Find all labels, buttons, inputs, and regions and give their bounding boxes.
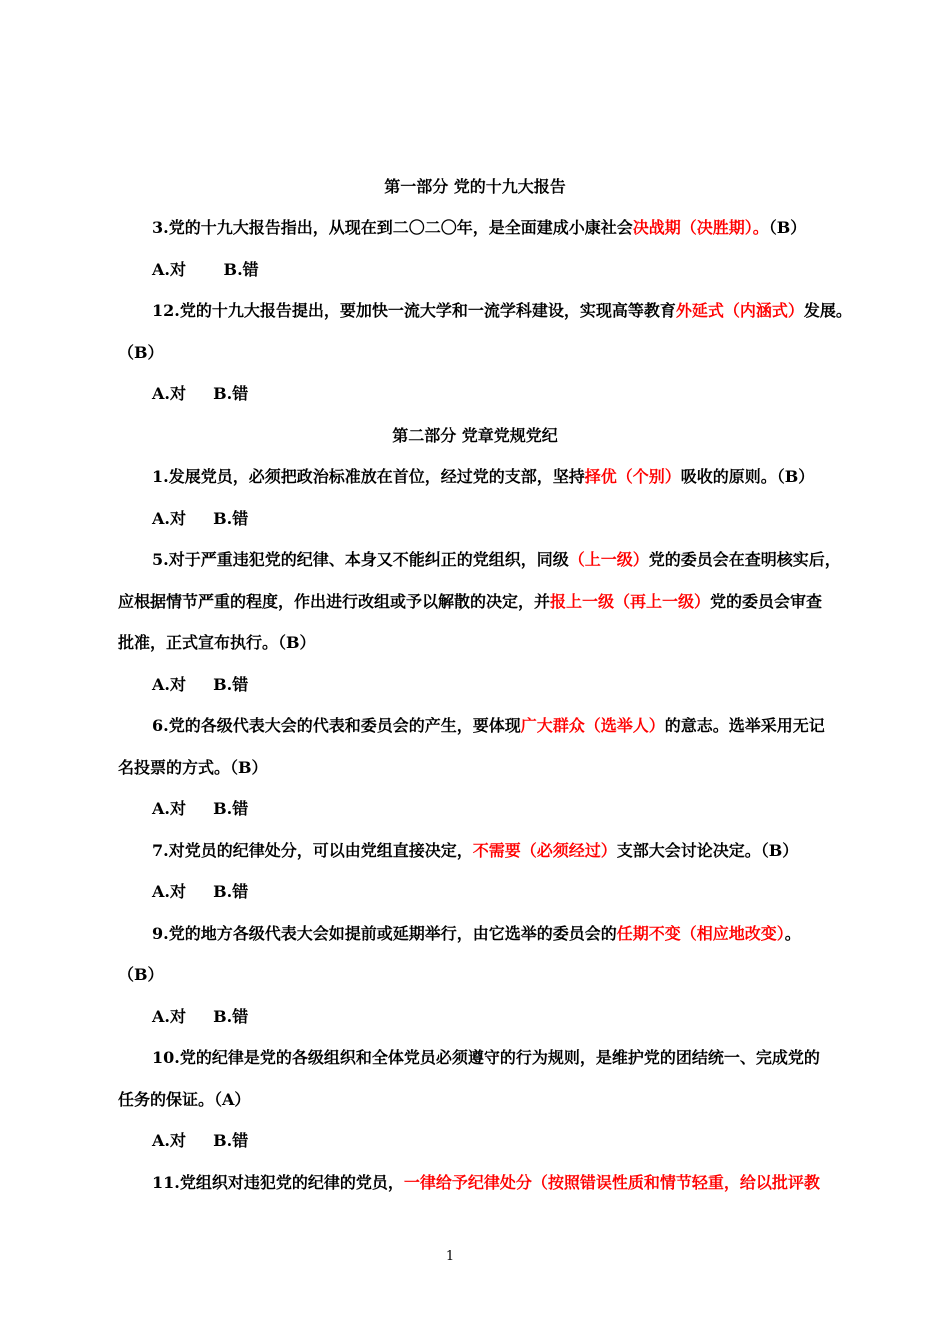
question-7 [152, 840, 798, 862]
question-5-options: A.对 B.错 [152, 675, 249, 694]
question-text: 7.对党员的纪律处分，可以由党组直接决定， [152, 841, 473, 860]
highlighted-answer: 择优（个别） [584, 467, 681, 486]
question-3 [152, 217, 806, 239]
question-text: 9.党的地方各级代表大会如提前或延期举行，由它选举的委员会的 [152, 924, 617, 943]
highlighted-answer: 决战期（决胜期）。 [632, 218, 769, 237]
question-9 [152, 923, 801, 945]
page-number: 1 [445, 1249, 455, 1264]
question-text: 6.党的各级代表大会的代表和委员会的产生，要体现 [152, 716, 521, 735]
question-text: 1.发展党员，必须把政治标准放在首位，经过党的支部，坚持 [152, 467, 585, 486]
question-9-options: A.对 B.错 [152, 1007, 249, 1026]
highlighted-answer: 任期不变（相应地改变） [616, 924, 785, 943]
question-6 [152, 715, 825, 737]
question-text: 。 [784, 924, 801, 943]
question-text: 应根据情节严重的程度，作出进行改组或予以解散的决定，并 [118, 592, 551, 611]
question-5-line-2 [118, 591, 822, 613]
highlighted-answer: 广大群众（选举人） [520, 716, 665, 735]
question-text: 11.党组织对违犯党的纪律的党员， [152, 1173, 404, 1192]
question-text: 12.党的十九大报告提出，要加快一流大学和一流学科建设，实现高等教育 [152, 301, 676, 320]
answer-key: （B） [118, 343, 164, 362]
highlighted-answer: 报上一级（再上一级） [550, 592, 711, 611]
question-6-line-2: 名投票的方式。（B） [118, 758, 268, 777]
question-10-options: A.对 B.错 [152, 1131, 249, 1150]
highlighted-answer: （上一级） [568, 550, 649, 569]
question-12 [152, 300, 852, 322]
question-12-options: A.对 B.错 [152, 384, 249, 403]
question-5-line-3: 批准，正式宣布执行。（B） [118, 633, 316, 652]
highlighted-answer: 一律给予纪律处分（按照错误性质和情节轻重，给以批评教 [403, 1173, 820, 1192]
answer-key: （B） [118, 965, 164, 984]
highlighted-answer: 不需要（必须经过） [472, 841, 617, 860]
question-3-options: A.对 B.错 [152, 260, 259, 279]
question-10-line-1: 10.党的纪律是党的各级组织和全体党员必须遵守的行为规则，是维护党的团结统一、完成党的 [152, 1048, 820, 1067]
question-11 [152, 1172, 820, 1194]
question-text: 5.对于严重违犯党的纪律、本身又不能纠正的党组织，同级 [152, 550, 569, 569]
question-text: 发展。 [803, 301, 852, 320]
highlighted-answer: 外延式（内涵式） [675, 301, 804, 320]
question-6-options: A.对 B.错 [152, 799, 249, 818]
question-text: 支部大会讨论决定。（B） [616, 841, 799, 860]
question-7-options: A.对 B.错 [152, 882, 249, 901]
section-1-title: 第一部分 党的十九大报告 [384, 177, 566, 196]
question-5-line-1 [152, 549, 841, 571]
question-1-options: A.对 B.错 [152, 509, 249, 528]
section-2-title: 第二部分 党章党规党纪 [392, 426, 558, 445]
question-1 [152, 466, 814, 488]
answer-key: （B） [768, 218, 807, 237]
question-text: 党的委员会审查 [710, 592, 823, 611]
question-text: 吸收的原则。（B） [680, 467, 815, 486]
question-10-line-2: 任务的保证。（A） [118, 1090, 251, 1109]
question-text: 的意志。选举采用无记 [664, 716, 825, 735]
question-text: 党的委员会在查明核实后， [648, 550, 841, 569]
question-text: 3.党的十九大报告指出，从现在到二〇二〇年，是全面建成小康社会 [152, 218, 633, 237]
